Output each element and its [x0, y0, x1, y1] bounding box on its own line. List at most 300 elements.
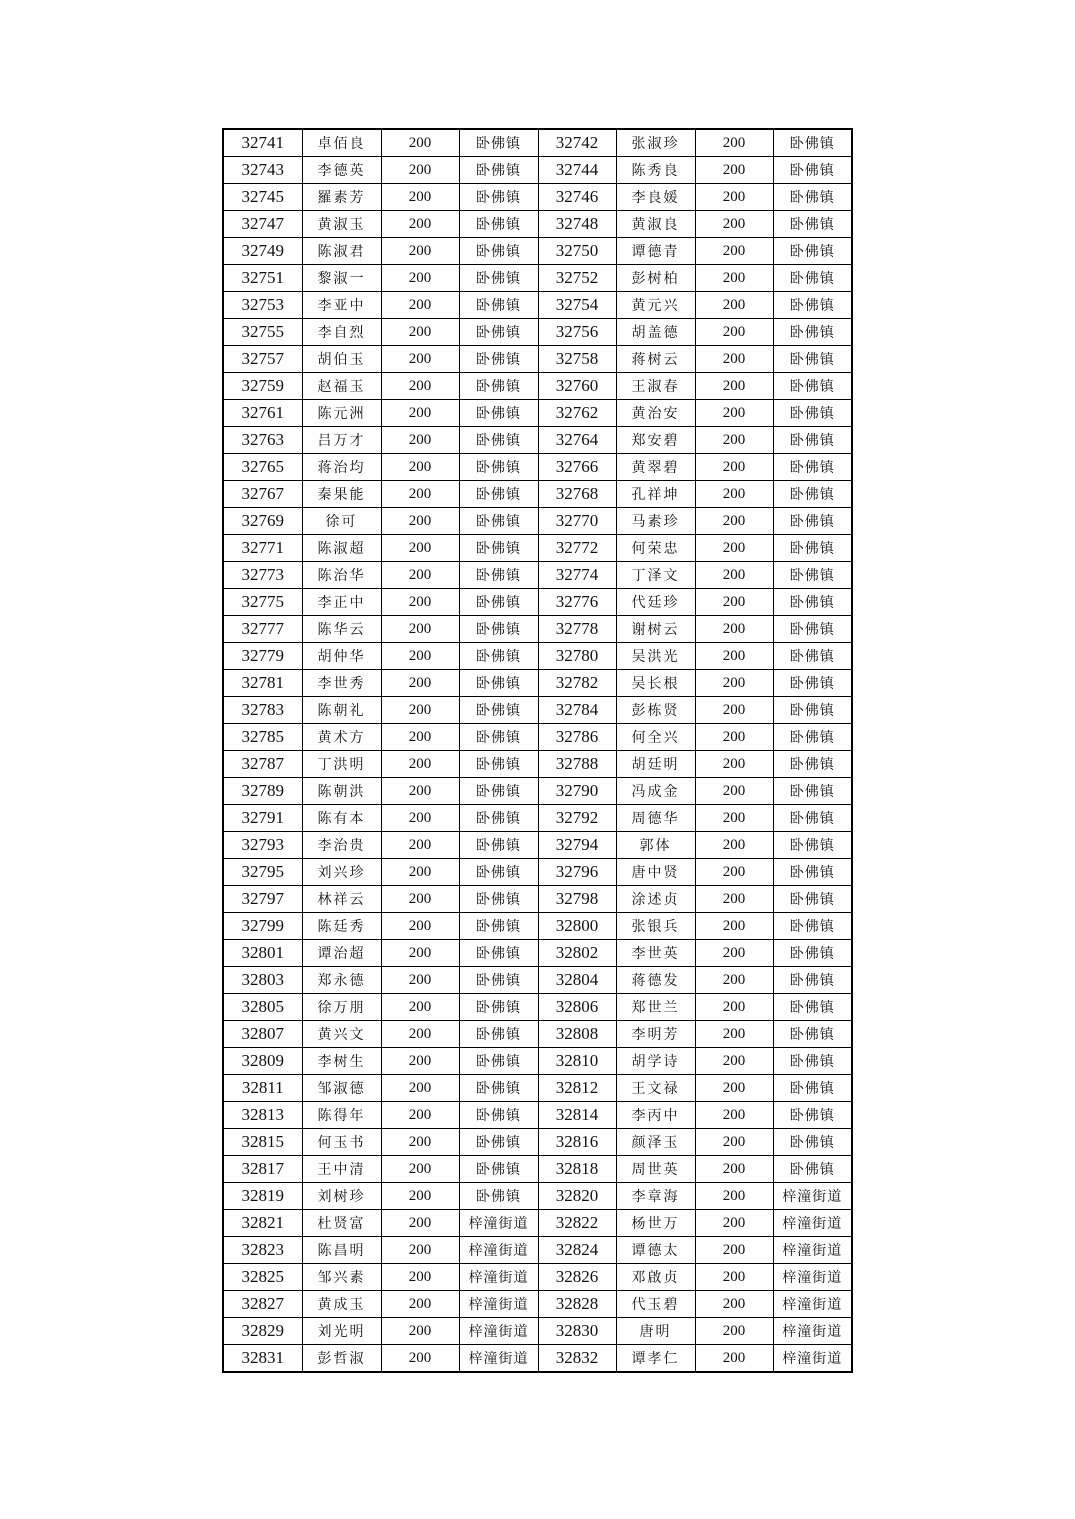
left-person-name-cell: 郑永德	[302, 967, 381, 994]
left-amount-cell: 200	[381, 1021, 459, 1048]
right-record-id-cell: 32784	[538, 697, 616, 724]
left-amount-cell: 200	[381, 1075, 459, 1102]
left-amount-cell: 200	[381, 427, 459, 454]
table-row	[223, 211, 852, 238]
left-amount-cell: 200	[381, 319, 459, 346]
right-record-id-cell: 32804	[538, 967, 616, 994]
right-record-id-cell: 32752	[538, 265, 616, 292]
right-person-name-cell: 涂述贞	[616, 886, 695, 913]
left-amount-cell: 200	[381, 616, 459, 643]
right-record-id-cell: 32826	[538, 1264, 616, 1291]
left-record-id-cell: 32809	[223, 1048, 302, 1075]
left-town-name-cell: 梓潼街道	[459, 1345, 538, 1373]
left-town-name-cell: 卧佛镇	[459, 643, 538, 670]
left-record-id-cell: 32811	[223, 1075, 302, 1102]
left-record-id-cell: 32781	[223, 670, 302, 697]
right-town-name-cell: 卧佛镇	[773, 1102, 852, 1129]
right-town-name-cell: 梓潼街道	[773, 1345, 852, 1373]
right-town-name-cell: 卧佛镇	[773, 157, 852, 184]
right-person-name-cell: 郭体	[616, 832, 695, 859]
right-person-name-cell: 代廷珍	[616, 589, 695, 616]
left-person-name-cell: 李正中	[302, 589, 381, 616]
table-row	[223, 535, 852, 562]
table-row	[223, 589, 852, 616]
left-person-name-cell: 秦果能	[302, 481, 381, 508]
left-record-id-cell: 32831	[223, 1345, 302, 1373]
table-row	[223, 427, 852, 454]
right-record-id-cell: 32776	[538, 589, 616, 616]
left-town-name-cell: 卧佛镇	[459, 616, 538, 643]
right-town-name-cell: 卧佛镇	[773, 265, 852, 292]
table-row	[223, 1156, 852, 1183]
right-record-id-cell: 32832	[538, 1345, 616, 1373]
right-person-name-cell: 何荣忠	[616, 535, 695, 562]
left-town-name-cell: 卧佛镇	[459, 211, 538, 238]
right-person-name-cell: 郑安碧	[616, 427, 695, 454]
left-amount-cell: 200	[381, 1291, 459, 1318]
left-record-id-cell: 32773	[223, 562, 302, 589]
table-row	[223, 805, 852, 832]
right-person-name-cell: 吴洪光	[616, 643, 695, 670]
left-record-id-cell: 32813	[223, 1102, 302, 1129]
right-amount-cell: 200	[695, 238, 773, 265]
right-amount-cell: 200	[695, 589, 773, 616]
left-amount-cell: 200	[381, 265, 459, 292]
right-town-name-cell: 卧佛镇	[773, 481, 852, 508]
right-person-name-cell: 王淑春	[616, 373, 695, 400]
right-record-id-cell: 32794	[538, 832, 616, 859]
left-record-id-cell: 32741	[223, 129, 302, 157]
table-row	[223, 1021, 852, 1048]
right-amount-cell: 200	[695, 1048, 773, 1075]
table-row	[223, 886, 852, 913]
right-amount-cell: 200	[695, 967, 773, 994]
left-person-name-cell: 吕万才	[302, 427, 381, 454]
right-amount-cell: 200	[695, 211, 773, 238]
right-town-name-cell: 卧佛镇	[773, 967, 852, 994]
left-record-id-cell: 32795	[223, 859, 302, 886]
left-town-name-cell: 卧佛镇	[459, 1156, 538, 1183]
left-town-name-cell: 卧佛镇	[459, 454, 538, 481]
right-record-id-cell: 32802	[538, 940, 616, 967]
right-town-name-cell: 卧佛镇	[773, 832, 852, 859]
table-row	[223, 562, 852, 589]
right-amount-cell: 200	[695, 751, 773, 778]
right-person-name-cell: 谢树云	[616, 616, 695, 643]
right-town-name-cell: 卧佛镇	[773, 184, 852, 211]
left-person-name-cell: 胡仲华	[302, 643, 381, 670]
left-record-id-cell: 32801	[223, 940, 302, 967]
left-person-name-cell: 陈治华	[302, 562, 381, 589]
left-town-name-cell: 卧佛镇	[459, 724, 538, 751]
left-person-name-cell: 杜贤富	[302, 1210, 381, 1237]
right-person-name-cell: 李良媛	[616, 184, 695, 211]
table-row	[223, 319, 852, 346]
left-person-name-cell: 李树生	[302, 1048, 381, 1075]
right-record-id-cell: 32816	[538, 1129, 616, 1156]
right-person-name-cell: 黄淑良	[616, 211, 695, 238]
right-person-name-cell: 李丙中	[616, 1102, 695, 1129]
left-amount-cell: 200	[381, 211, 459, 238]
right-record-id-cell: 32782	[538, 670, 616, 697]
left-town-name-cell: 卧佛镇	[459, 967, 538, 994]
right-amount-cell: 200	[695, 1291, 773, 1318]
left-amount-cell: 200	[381, 1318, 459, 1345]
right-record-id-cell: 32760	[538, 373, 616, 400]
table-row	[223, 859, 852, 886]
right-amount-cell: 200	[695, 535, 773, 562]
right-town-name-cell: 卧佛镇	[773, 778, 852, 805]
left-amount-cell: 200	[381, 157, 459, 184]
left-record-id-cell: 32785	[223, 724, 302, 751]
right-amount-cell: 200	[695, 1129, 773, 1156]
left-person-name-cell: 陈淑超	[302, 535, 381, 562]
left-amount-cell: 200	[381, 778, 459, 805]
right-person-name-cell: 邓啟贞	[616, 1264, 695, 1291]
left-person-name-cell: 蒋治均	[302, 454, 381, 481]
right-town-name-cell: 梓潼街道	[773, 1237, 852, 1264]
left-person-name-cell: 王中清	[302, 1156, 381, 1183]
right-town-name-cell: 卧佛镇	[773, 994, 852, 1021]
right-record-id-cell: 32808	[538, 1021, 616, 1048]
table-row	[223, 913, 852, 940]
right-person-name-cell: 彭栋贤	[616, 697, 695, 724]
right-person-name-cell: 黄翠碧	[616, 454, 695, 481]
left-person-name-cell: 羅素芳	[302, 184, 381, 211]
left-record-id-cell: 32747	[223, 211, 302, 238]
table-row	[223, 940, 852, 967]
right-amount-cell: 200	[695, 265, 773, 292]
right-amount-cell: 200	[695, 1183, 773, 1210]
right-record-id-cell: 32772	[538, 535, 616, 562]
right-record-id-cell: 32746	[538, 184, 616, 211]
right-town-name-cell: 卧佛镇	[773, 724, 852, 751]
right-person-name-cell: 谭孝仁	[616, 1345, 695, 1373]
left-amount-cell: 200	[381, 1183, 459, 1210]
left-amount-cell: 200	[381, 1102, 459, 1129]
left-town-name-cell: 卧佛镇	[459, 481, 538, 508]
left-amount-cell: 200	[381, 805, 459, 832]
left-town-name-cell: 卧佛镇	[459, 184, 538, 211]
right-town-name-cell: 卧佛镇	[773, 940, 852, 967]
table-row	[223, 751, 852, 778]
left-amount-cell: 200	[381, 400, 459, 427]
right-person-name-cell: 黄治安	[616, 400, 695, 427]
left-amount-cell: 200	[381, 1345, 459, 1373]
right-record-id-cell: 32822	[538, 1210, 616, 1237]
left-person-name-cell: 邹淑德	[302, 1075, 381, 1102]
right-record-id-cell: 32820	[538, 1183, 616, 1210]
right-town-name-cell: 卧佛镇	[773, 886, 852, 913]
left-town-name-cell: 卧佛镇	[459, 805, 538, 832]
right-record-id-cell: 32790	[538, 778, 616, 805]
right-town-name-cell: 卧佛镇	[773, 508, 852, 535]
table-row	[223, 832, 852, 859]
right-town-name-cell: 卧佛镇	[773, 751, 852, 778]
left-town-name-cell: 卧佛镇	[459, 157, 538, 184]
left-person-name-cell: 陈华云	[302, 616, 381, 643]
right-amount-cell: 200	[695, 1075, 773, 1102]
right-amount-cell: 200	[695, 778, 773, 805]
left-town-name-cell: 卧佛镇	[459, 1048, 538, 1075]
right-record-id-cell: 32812	[538, 1075, 616, 1102]
left-amount-cell: 200	[381, 589, 459, 616]
table-row	[223, 670, 852, 697]
right-town-name-cell: 卧佛镇	[773, 643, 852, 670]
right-amount-cell: 200	[695, 481, 773, 508]
right-amount-cell: 200	[695, 129, 773, 157]
left-town-name-cell: 卧佛镇	[459, 1183, 538, 1210]
left-town-name-cell: 卧佛镇	[459, 832, 538, 859]
left-person-name-cell: 陈元洲	[302, 400, 381, 427]
left-amount-cell: 200	[381, 184, 459, 211]
left-person-name-cell: 何玉书	[302, 1129, 381, 1156]
left-amount-cell: 200	[381, 346, 459, 373]
left-person-name-cell: 邹兴素	[302, 1264, 381, 1291]
left-town-name-cell: 卧佛镇	[459, 319, 538, 346]
right-record-id-cell: 32744	[538, 157, 616, 184]
roster-table	[222, 128, 853, 1373]
left-amount-cell: 200	[381, 940, 459, 967]
right-record-id-cell: 32742	[538, 129, 616, 157]
left-amount-cell: 200	[381, 697, 459, 724]
table-row	[223, 157, 852, 184]
left-town-name-cell: 卧佛镇	[459, 589, 538, 616]
right-town-name-cell: 卧佛镇	[773, 1156, 852, 1183]
right-person-name-cell: 王文禄	[616, 1075, 695, 1102]
right-record-id-cell: 32770	[538, 508, 616, 535]
right-record-id-cell: 32806	[538, 994, 616, 1021]
left-town-name-cell: 卧佛镇	[459, 238, 538, 265]
left-record-id-cell: 32771	[223, 535, 302, 562]
right-record-id-cell: 32780	[538, 643, 616, 670]
right-town-name-cell: 卧佛镇	[773, 454, 852, 481]
left-person-name-cell: 胡伯玉	[302, 346, 381, 373]
right-amount-cell: 200	[695, 697, 773, 724]
left-town-name-cell: 梓潼街道	[459, 1210, 538, 1237]
right-amount-cell: 200	[695, 400, 773, 427]
right-town-name-cell: 卧佛镇	[773, 400, 852, 427]
left-record-id-cell: 32761	[223, 400, 302, 427]
left-amount-cell: 200	[381, 1237, 459, 1264]
right-record-id-cell: 32778	[538, 616, 616, 643]
left-record-id-cell: 32803	[223, 967, 302, 994]
right-record-id-cell: 32796	[538, 859, 616, 886]
right-town-name-cell: 卧佛镇	[773, 616, 852, 643]
right-record-id-cell: 32754	[538, 292, 616, 319]
left-person-name-cell: 陈淑君	[302, 238, 381, 265]
table-row	[223, 616, 852, 643]
left-record-id-cell: 32769	[223, 508, 302, 535]
left-amount-cell: 200	[381, 1264, 459, 1291]
right-record-id-cell: 32830	[538, 1318, 616, 1345]
left-amount-cell: 200	[381, 643, 459, 670]
left-person-name-cell: 黄成玉	[302, 1291, 381, 1318]
right-record-id-cell: 32818	[538, 1156, 616, 1183]
right-person-name-cell: 唐中贤	[616, 859, 695, 886]
left-record-id-cell: 32819	[223, 1183, 302, 1210]
left-record-id-cell: 32825	[223, 1264, 302, 1291]
left-town-name-cell: 梓潼街道	[459, 1291, 538, 1318]
table-row	[223, 481, 852, 508]
right-town-name-cell: 梓潼街道	[773, 1210, 852, 1237]
table-row	[223, 265, 852, 292]
right-town-name-cell: 卧佛镇	[773, 1021, 852, 1048]
left-town-name-cell: 梓潼街道	[459, 1318, 538, 1345]
right-record-id-cell: 32800	[538, 913, 616, 940]
left-town-name-cell: 卧佛镇	[459, 697, 538, 724]
left-person-name-cell: 黄术方	[302, 724, 381, 751]
table-row	[223, 346, 852, 373]
right-record-id-cell: 32758	[538, 346, 616, 373]
left-record-id-cell: 32783	[223, 697, 302, 724]
right-town-name-cell: 卧佛镇	[773, 211, 852, 238]
right-person-name-cell: 马素珍	[616, 508, 695, 535]
right-person-name-cell: 蒋树云	[616, 346, 695, 373]
right-town-name-cell: 卧佛镇	[773, 238, 852, 265]
right-person-name-cell: 胡学诗	[616, 1048, 695, 1075]
right-town-name-cell: 卧佛镇	[773, 859, 852, 886]
left-amount-cell: 200	[381, 292, 459, 319]
right-town-name-cell: 卧佛镇	[773, 373, 852, 400]
right-person-name-cell: 张淑珍	[616, 129, 695, 157]
right-amount-cell: 200	[695, 913, 773, 940]
right-amount-cell: 200	[695, 427, 773, 454]
left-record-id-cell: 32755	[223, 319, 302, 346]
left-amount-cell: 200	[381, 1156, 459, 1183]
left-person-name-cell: 李治贵	[302, 832, 381, 859]
left-amount-cell: 200	[381, 481, 459, 508]
right-town-name-cell: 卧佛镇	[773, 427, 852, 454]
left-person-name-cell: 彭哲淑	[302, 1345, 381, 1373]
right-amount-cell: 200	[695, 886, 773, 913]
table-row	[223, 184, 852, 211]
left-record-id-cell: 32791	[223, 805, 302, 832]
right-town-name-cell: 卧佛镇	[773, 1075, 852, 1102]
right-town-name-cell: 卧佛镇	[773, 913, 852, 940]
right-amount-cell: 200	[695, 1264, 773, 1291]
right-person-name-cell: 唐明	[616, 1318, 695, 1345]
left-town-name-cell: 卧佛镇	[459, 265, 538, 292]
left-amount-cell: 200	[381, 913, 459, 940]
left-person-name-cell: 陈有本	[302, 805, 381, 832]
left-record-id-cell: 32749	[223, 238, 302, 265]
right-amount-cell: 200	[695, 832, 773, 859]
right-record-id-cell: 32768	[538, 481, 616, 508]
left-record-id-cell: 32765	[223, 454, 302, 481]
left-record-id-cell: 32753	[223, 292, 302, 319]
right-amount-cell: 200	[695, 346, 773, 373]
roster-body	[223, 129, 852, 1372]
left-town-name-cell: 卧佛镇	[459, 1129, 538, 1156]
right-amount-cell: 200	[695, 805, 773, 832]
left-person-name-cell: 黄兴文	[302, 1021, 381, 1048]
left-person-name-cell: 丁洪明	[302, 751, 381, 778]
table-row	[223, 1129, 852, 1156]
left-record-id-cell: 32805	[223, 994, 302, 1021]
right-person-name-cell: 周世英	[616, 1156, 695, 1183]
table-row	[223, 1318, 852, 1345]
left-person-name-cell: 卓佰良	[302, 129, 381, 157]
right-person-name-cell: 彭树柏	[616, 265, 695, 292]
table-row	[223, 292, 852, 319]
left-amount-cell: 200	[381, 751, 459, 778]
left-town-name-cell: 卧佛镇	[459, 751, 538, 778]
left-town-name-cell: 梓潼街道	[459, 1237, 538, 1264]
left-person-name-cell: 徐可	[302, 508, 381, 535]
right-person-name-cell: 周德华	[616, 805, 695, 832]
right-amount-cell: 200	[695, 1102, 773, 1129]
right-amount-cell: 200	[695, 643, 773, 670]
right-person-name-cell: 杨世万	[616, 1210, 695, 1237]
right-town-name-cell: 梓潼街道	[773, 1291, 852, 1318]
table-row	[223, 1237, 852, 1264]
table-row	[223, 778, 852, 805]
left-amount-cell: 200	[381, 238, 459, 265]
right-amount-cell: 200	[695, 940, 773, 967]
left-person-name-cell: 刘光明	[302, 1318, 381, 1345]
right-person-name-cell: 冯成金	[616, 778, 695, 805]
left-record-id-cell: 32827	[223, 1291, 302, 1318]
right-record-id-cell: 32798	[538, 886, 616, 913]
left-amount-cell: 200	[381, 1048, 459, 1075]
left-amount-cell: 200	[381, 886, 459, 913]
right-amount-cell: 200	[695, 616, 773, 643]
right-person-name-cell: 何全兴	[616, 724, 695, 751]
left-person-name-cell: 陈昌明	[302, 1237, 381, 1264]
left-record-id-cell: 32817	[223, 1156, 302, 1183]
right-amount-cell: 200	[695, 562, 773, 589]
left-record-id-cell: 32743	[223, 157, 302, 184]
left-person-name-cell: 刘兴珍	[302, 859, 381, 886]
left-record-id-cell: 32821	[223, 1210, 302, 1237]
right-record-id-cell: 32814	[538, 1102, 616, 1129]
left-record-id-cell: 32759	[223, 373, 302, 400]
right-record-id-cell: 32774	[538, 562, 616, 589]
left-person-name-cell: 谭治超	[302, 940, 381, 967]
right-record-id-cell: 32764	[538, 427, 616, 454]
right-person-name-cell: 丁泽文	[616, 562, 695, 589]
left-town-name-cell: 梓潼街道	[459, 1264, 538, 1291]
right-person-name-cell: 谭德青	[616, 238, 695, 265]
right-amount-cell: 200	[695, 454, 773, 481]
right-amount-cell: 200	[695, 724, 773, 751]
right-amount-cell: 200	[695, 859, 773, 886]
left-amount-cell: 200	[381, 994, 459, 1021]
right-town-name-cell: 卧佛镇	[773, 670, 852, 697]
right-town-name-cell: 卧佛镇	[773, 805, 852, 832]
table-row	[223, 238, 852, 265]
table-row	[223, 724, 852, 751]
left-town-name-cell: 卧佛镇	[459, 129, 538, 157]
left-record-id-cell: 32745	[223, 184, 302, 211]
right-person-name-cell: 胡盖德	[616, 319, 695, 346]
table-row	[223, 1075, 852, 1102]
right-person-name-cell: 黄元兴	[616, 292, 695, 319]
left-town-name-cell: 卧佛镇	[459, 886, 538, 913]
right-record-id-cell: 32788	[538, 751, 616, 778]
left-town-name-cell: 卧佛镇	[459, 400, 538, 427]
table-row	[223, 697, 852, 724]
left-amount-cell: 200	[381, 1129, 459, 1156]
left-town-name-cell: 卧佛镇	[459, 562, 538, 589]
left-amount-cell: 200	[381, 129, 459, 157]
right-record-id-cell: 32810	[538, 1048, 616, 1075]
table-row	[223, 643, 852, 670]
left-town-name-cell: 卧佛镇	[459, 994, 538, 1021]
right-record-id-cell: 32824	[538, 1237, 616, 1264]
left-record-id-cell: 32779	[223, 643, 302, 670]
